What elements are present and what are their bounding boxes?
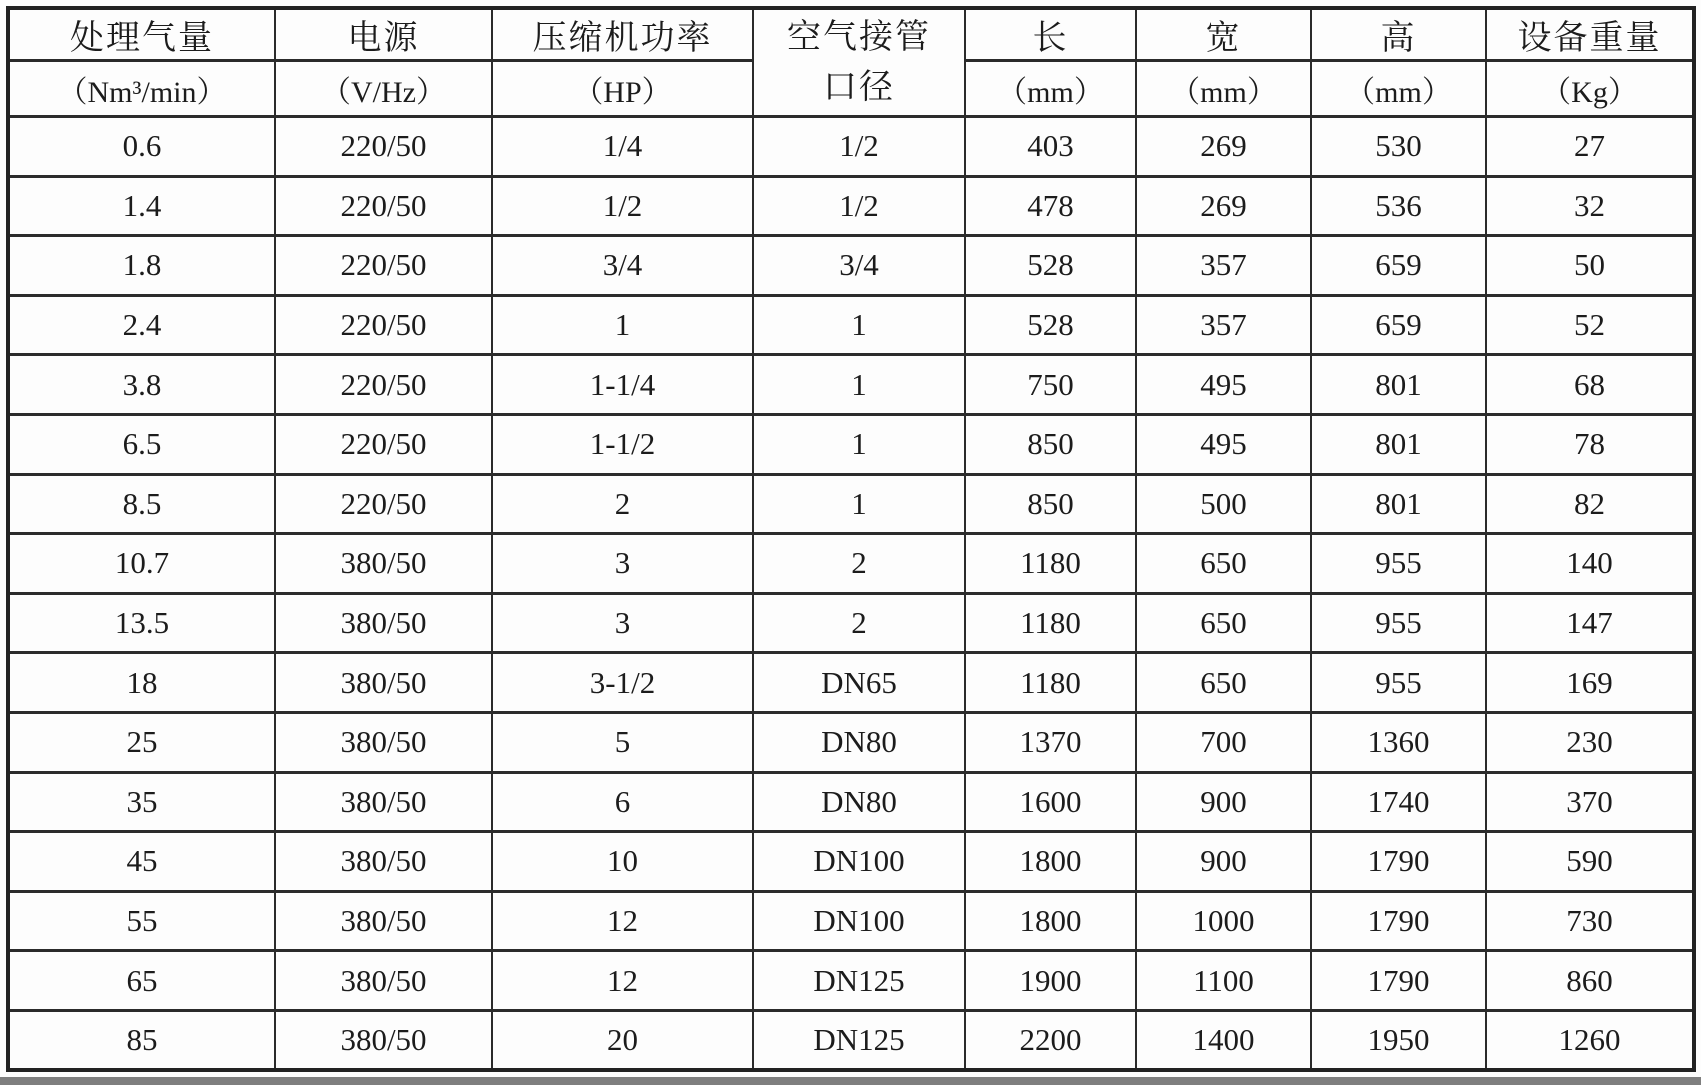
unit-length: （mm） — [965, 61, 1136, 117]
cell-flow: 6.5 — [8, 414, 275, 474]
cell-compressor-power: 1/4 — [492, 117, 753, 177]
column-header-height: 高 — [1311, 8, 1486, 61]
cell-weight: 590 — [1486, 832, 1694, 892]
column-header-power-supply: 电源 — [275, 8, 492, 61]
cell-weight: 147 — [1486, 593, 1694, 653]
cell-air-pipe-bore: DN125 — [753, 951, 965, 1011]
cell-compressor-power: 2 — [492, 474, 753, 534]
cell-flow: 55 — [8, 891, 275, 951]
cell-compressor-power: 3-1/2 — [492, 653, 753, 713]
cell-length: 850 — [965, 474, 1136, 534]
cell-power-supply: 380/50 — [275, 951, 492, 1011]
cell-air-pipe-bore: DN125 — [753, 1010, 965, 1070]
cell-width: 900 — [1136, 832, 1311, 892]
cell-height: 1360 — [1311, 712, 1486, 772]
cell-power-supply: 380/50 — [275, 712, 492, 772]
cell-weight: 27 — [1486, 117, 1694, 177]
table-row — [8, 295, 1694, 355]
table-row — [8, 117, 1694, 177]
table-row — [8, 355, 1694, 415]
cell-height: 1790 — [1311, 891, 1486, 951]
cell-air-pipe-bore: DN65 — [753, 653, 965, 713]
cell-compressor-power: 6 — [492, 772, 753, 832]
cell-width: 700 — [1136, 712, 1311, 772]
cell-power-supply: 220/50 — [275, 414, 492, 474]
cell-compressor-power: 5 — [492, 712, 753, 772]
cell-compressor-power: 3/4 — [492, 236, 753, 296]
table-row — [8, 1010, 1694, 1070]
column-header-flow: 处理气量 — [8, 8, 275, 61]
cell-flow: 45 — [8, 832, 275, 892]
unit-flow: （Nm³/min） — [8, 61, 275, 117]
cell-power-supply: 380/50 — [275, 1010, 492, 1070]
cell-weight: 78 — [1486, 414, 1694, 474]
cell-width: 650 — [1136, 593, 1311, 653]
cell-length: 1600 — [965, 772, 1136, 832]
cell-flow: 8.5 — [8, 474, 275, 534]
cell-flow: 1.4 — [8, 176, 275, 236]
cell-flow: 65 — [8, 951, 275, 1011]
air-pipe-bore-line1: 空气接管 — [787, 19, 931, 57]
cell-length: 528 — [965, 295, 1136, 355]
cell-air-pipe-bore: 1 — [753, 414, 965, 474]
cell-weight: 730 — [1486, 891, 1694, 951]
table-row — [8, 236, 1694, 296]
cell-weight: 140 — [1486, 534, 1694, 594]
cell-height: 801 — [1311, 474, 1486, 534]
cell-length: 1900 — [965, 951, 1136, 1011]
cell-height: 955 — [1311, 534, 1486, 594]
table-body — [8, 117, 1694, 1071]
cell-compressor-power: 1 — [492, 295, 753, 355]
cell-flow: 85 — [8, 1010, 275, 1070]
cell-height: 1740 — [1311, 772, 1486, 832]
cell-flow: 25 — [8, 712, 275, 772]
cell-power-supply: 220/50 — [275, 474, 492, 534]
column-header-compressor-power: 压缩机功率 — [492, 8, 753, 61]
cell-compressor-power: 12 — [492, 891, 753, 951]
header-title-row — [8, 8, 1694, 61]
cell-height: 659 — [1311, 236, 1486, 296]
cell-flow: 18 — [8, 653, 275, 713]
cell-flow: 2.4 — [8, 295, 275, 355]
cell-width: 495 — [1136, 355, 1311, 415]
cell-width: 269 — [1136, 176, 1311, 236]
cell-length: 2200 — [965, 1010, 1136, 1070]
cell-flow: 10.7 — [8, 534, 275, 594]
cell-weight: 82 — [1486, 474, 1694, 534]
table-row — [8, 832, 1694, 892]
cell-air-pipe-bore: DN100 — [753, 891, 965, 951]
table-row — [8, 712, 1694, 772]
cell-weight: 230 — [1486, 712, 1694, 772]
cell-width: 650 — [1136, 653, 1311, 713]
cell-height: 536 — [1311, 176, 1486, 236]
cell-air-pipe-bore: 1/2 — [753, 176, 965, 236]
image-bottom-edge — [0, 1077, 1701, 1085]
cell-power-supply: 220/50 — [275, 117, 492, 177]
cell-weight: 32 — [1486, 176, 1694, 236]
cell-length: 850 — [965, 414, 1136, 474]
unit-height: （mm） — [1311, 61, 1486, 117]
cell-width: 1400 — [1136, 1010, 1311, 1070]
table-header — [8, 8, 1694, 117]
table-row — [8, 474, 1694, 534]
cell-height: 955 — [1311, 593, 1486, 653]
cell-width: 650 — [1136, 534, 1311, 594]
cell-air-pipe-bore: 2 — [753, 593, 965, 653]
cell-height: 801 — [1311, 355, 1486, 415]
cell-length: 528 — [965, 236, 1136, 296]
spec-table — [6, 6, 1696, 1072]
cell-power-supply: 220/50 — [275, 236, 492, 296]
cell-flow: 1.8 — [8, 236, 275, 296]
cell-power-supply: 380/50 — [275, 891, 492, 951]
cell-width: 357 — [1136, 295, 1311, 355]
cell-air-pipe-bore: 1 — [753, 355, 965, 415]
cell-height: 1790 — [1311, 832, 1486, 892]
cell-compressor-power: 3 — [492, 534, 753, 594]
cell-width: 495 — [1136, 414, 1311, 474]
air-pipe-bore-line2: 口径 — [823, 68, 895, 106]
table-row — [8, 593, 1694, 653]
table-row — [8, 891, 1694, 951]
cell-compressor-power: 12 — [492, 951, 753, 1011]
cell-length: 403 — [965, 117, 1136, 177]
cell-compressor-power: 10 — [492, 832, 753, 892]
cell-weight: 1260 — [1486, 1010, 1694, 1070]
cell-power-supply: 220/50 — [275, 295, 492, 355]
cell-power-supply: 220/50 — [275, 176, 492, 236]
cell-weight: 370 — [1486, 772, 1694, 832]
column-header-air-pipe-bore — [753, 8, 965, 117]
table-row — [8, 772, 1694, 832]
table-row — [8, 414, 1694, 474]
unit-weight: （Kg） — [1486, 61, 1694, 117]
cell-weight: 52 — [1486, 295, 1694, 355]
cell-height: 955 — [1311, 653, 1486, 713]
cell-power-supply: 380/50 — [275, 534, 492, 594]
cell-air-pipe-bore: DN80 — [753, 712, 965, 772]
cell-air-pipe-bore: 2 — [753, 534, 965, 594]
cell-length: 1800 — [965, 891, 1136, 951]
column-header-length: 长 — [965, 8, 1136, 61]
cell-width: 1000 — [1136, 891, 1311, 951]
cell-height: 1950 — [1311, 1010, 1486, 1070]
cell-flow: 13.5 — [8, 593, 275, 653]
cell-width: 500 — [1136, 474, 1311, 534]
cell-compressor-power: 20 — [492, 1010, 753, 1070]
cell-compressor-power: 1-1/4 — [492, 355, 753, 415]
table-row — [8, 653, 1694, 713]
cell-flow: 3.8 — [8, 355, 275, 415]
cell-power-supply: 380/50 — [275, 593, 492, 653]
cell-weight: 860 — [1486, 951, 1694, 1011]
cell-air-pipe-bore: 3/4 — [753, 236, 965, 296]
table-row — [8, 951, 1694, 1011]
cell-air-pipe-bore: 1 — [753, 295, 965, 355]
cell-height: 659 — [1311, 295, 1486, 355]
cell-flow: 35 — [8, 772, 275, 832]
cell-air-pipe-bore: DN100 — [753, 832, 965, 892]
unit-power-supply: （V/Hz） — [275, 61, 492, 117]
cell-height: 1790 — [1311, 951, 1486, 1011]
cell-length: 1180 — [965, 593, 1136, 653]
cell-weight: 169 — [1486, 653, 1694, 713]
cell-height: 530 — [1311, 117, 1486, 177]
cell-width: 1100 — [1136, 951, 1311, 1011]
cell-compressor-power: 1-1/2 — [492, 414, 753, 474]
cell-flow: 0.6 — [8, 117, 275, 177]
cell-weight: 68 — [1486, 355, 1694, 415]
cell-width: 900 — [1136, 772, 1311, 832]
cell-power-supply: 380/50 — [275, 653, 492, 713]
cell-length: 1370 — [965, 712, 1136, 772]
cell-air-pipe-bore: DN80 — [753, 772, 965, 832]
unit-compressor-power: （HP） — [492, 61, 753, 117]
cell-air-pipe-bore: 1/2 — [753, 117, 965, 177]
cell-length: 478 — [965, 176, 1136, 236]
cell-compressor-power: 3 — [492, 593, 753, 653]
cell-length: 750 — [965, 355, 1136, 415]
cell-compressor-power: 1/2 — [492, 176, 753, 236]
cell-weight: 50 — [1486, 236, 1694, 296]
cell-length: 1800 — [965, 832, 1136, 892]
column-header-width: 宽 — [1136, 8, 1311, 61]
cell-length: 1180 — [965, 534, 1136, 594]
cell-height: 801 — [1311, 414, 1486, 474]
cell-power-supply: 380/50 — [275, 832, 492, 892]
cell-width: 269 — [1136, 117, 1311, 177]
table-row — [8, 176, 1694, 236]
cell-length: 1180 — [965, 653, 1136, 713]
cell-width: 357 — [1136, 236, 1311, 296]
unit-width: （mm） — [1136, 61, 1311, 117]
cell-power-supply: 220/50 — [275, 355, 492, 415]
column-header-weight: 设备重量 — [1486, 8, 1694, 61]
table-row — [8, 534, 1694, 594]
cell-air-pipe-bore: 1 — [753, 474, 965, 534]
cell-power-supply: 380/50 — [275, 772, 492, 832]
